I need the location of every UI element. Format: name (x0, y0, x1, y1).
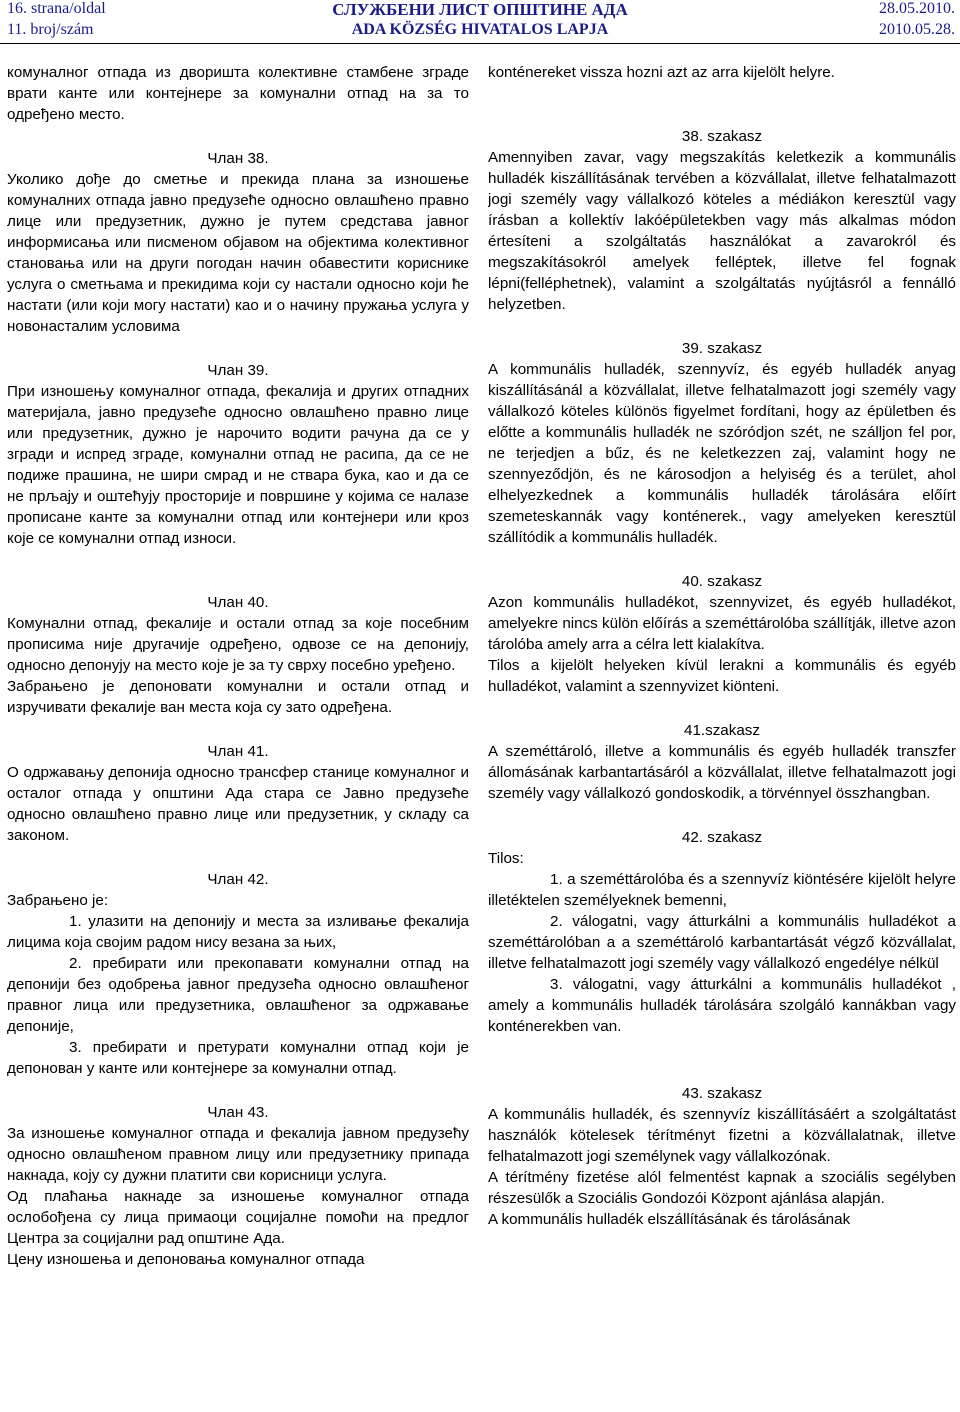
article-43-title: 43. szakasz (681, 1085, 763, 1102)
article-41-title: 41.szakasz (684, 722, 760, 739)
article-43-title: Члан 43. (207, 1104, 269, 1121)
article-40-title: Члан 40. (207, 594, 269, 611)
article-38-title: 38. szakasz (681, 128, 763, 145)
article-43-paragraph-3: A kommunális hulladék elszállításának és tárolásának (488, 1211, 851, 1228)
journal-title-hungarian: ADA KÖZSÉG HIVATALOS LAPJA (351, 21, 609, 38)
continued-paragraph: konténereket vissza hozni azt az arra kijelölt helyre. (488, 64, 835, 81)
article-40-title: 40. szakasz (681, 573, 763, 590)
page-number: 16. strana/oldal (7, 0, 106, 17)
article-42-item-3: 3. válogatni, vagy átturkálni a kommunális hulladékot , amely a kommunális hulladék tárolására szolgáló kannákban vagy konténerekben van. (488, 976, 956, 1035)
article-41-text: A szeméttároló, illetve a kommunális és egyéb hulladék transzfer állomásának karbantartásáról a közvállalat, illetve felhatalmazott jogi személy vagy vállalkozó gondoskodik, a törvénnyel összhangban. (488, 743, 956, 802)
article-39-title: Члан 39. (207, 362, 269, 379)
article-42-item-1: 1. a szeméttárolóba és a szennyvíz kiöntésére kijelölt helyre illetéktelen személyeknek bemenni, (488, 871, 956, 909)
continued-paragraph: комуналног отпада из дворишта колективне стамбене зграде врати канте или контејнере за комунални отпад на за то одређено место. (7, 64, 469, 123)
serbian-column (7, 62, 469, 1408)
article-43-paragraph-1: A kommunális hulladék, és szennyvíz kiszállításáért a szolgáltatást használók kötelesek térítményt fizetni a közvállalatnak, illetve felhatalmazott jogi személynek vagy vállalkozónak. (488, 1106, 956, 1165)
article-39-text: При изношењу комуналног отпада, фекалија и других отпадних материјала, јавно предузеће односно овлашћено правно лице или предузетник, дужно је нарочито водити рачуна да се у згради и испред зграде, комунални отпад не расипа, да се не подиже прашина, не шири смрад и не ствара бука, као и да се не прљају и оштећују просторије и површине у којима се налазе прописане канте за комунални отпад или контејнери или кроз које се комунални отпад износи. (7, 383, 469, 547)
article-43-paragraph-2: Од плаћања накнаде за изношење комуналног отпада ослобођена су лица примаоци социјалне помоћи на предлог Центра за социјални рад општине Ада. (7, 1188, 469, 1247)
article-39-title: 39. szakasz (681, 340, 763, 357)
article-41-text: О одржавању депонија односно трансфер станице комуналног и осталог отпада у општини Ада стара се Јавно предузеће односно овлашћено правно лице или предузетник, у складу са законом. (7, 764, 469, 844)
article-42-item-2: 2. válogatni, vagy átturkálni a kommunális hulladékot a szeméttárolóban a a szeméttároló karbantartását végző közvállalat, illetve felhatalmazott jogi személy vagy vállalkozó engedélye nélkül (488, 913, 956, 972)
article-40-paragraph-2: Забрањено је депоновати комунални и остали отпад и изручивати фекалије ван места која су зато одређена. (7, 678, 469, 716)
issue-number: 11. broj/szám (7, 21, 94, 38)
article-42-intro: Tilos: (488, 850, 524, 867)
article-42-title: 42. szakasz (681, 829, 763, 846)
article-41-title: Члан 41. (207, 743, 269, 760)
article-42-item-3: 3. пребирати и претурати комунални отпад који је депонован у канте или контејнере за комунални отпад. (7, 1039, 469, 1077)
date-hungarian: 2010.05.28. (879, 21, 955, 38)
article-42-title: Члан 42. (207, 871, 269, 888)
article-38-text: Уколико дође до сметње и прекида плана за изношење комуналних отпада јавно предузеће односно овлашћено правно лице или предузетник, дужно је путем средстава јавног информисања или писменом објавом на објектима колективног становања или на други погодан начин обавестити кориснике услуга о сметњама и прекидима који су настали односно који ће настати (или који могу настати) као и о начину пружања услуга у новонасталим условима (7, 171, 469, 335)
article-43-paragraph-2: A térítmény fizetése alól felmentést kapnak a szociális segélyben részesülők a Szociális Gondozói Központ ajánlása alapján. (488, 1169, 956, 1207)
article-38-text: Amennyiben zavar, vagy megszakítás keletkezik a kommunális hulladék kiszállításának tervében a közvállalat, illetve felhatalmazott jogi személy vagy vállalkozó köteles a médiákon keresztül vagy írásban a kollektív lakóépületekben vagy más alkalmas módon értesíteni a szolgáltatás használókat a zavarokról és megszakításokról amelyek felléptek, illetve fel fognak lépni(felléphetnek), valamint a szolgáltatás nyújtásról a fennálló helyzetben. (488, 149, 956, 313)
article-40-paragraph-1: Комунални отпад, фекалије и остали отпад за које посебним прописима није другачије одређено, одвозе се на депонију, односно депонују на место које је за ту сврху посебно уређено. (7, 615, 469, 674)
article-42-item-2: 2. пребирати или прекопавати комунални отпад на депонији без одобрења јавног предузећа односно овлашћеног правног лица или предузетника, овлашћеног за одржавање депоније, (7, 955, 469, 1035)
journal-title-serbian: СЛУЖБЕНИ ЛИСТ ОПШТИНЕ АДА (332, 0, 628, 19)
article-42-item-1: 1. улазити на депонију и места за изливање фекалија лицима која својим радом нису везана за њих, (7, 913, 469, 951)
article-38-title: Члан 38. (207, 150, 269, 167)
date-serbian: 28.05.2010. (879, 0, 955, 17)
article-43-paragraph-1: За изношење комуналног отпада и фекалија јавном предузећу односно овлашћеном правном лицу или предузетнику припада накнада, коју су дужни платити сви корисници услуга. (7, 1125, 469, 1184)
page-header (0, 0, 960, 44)
article-42-intro: Забрањено је: (7, 892, 109, 909)
article-40-paragraph-2: Tilos a kijelölt helyeken kívül lerakni a kommunális és egyéb hulladékot, valamint a szennyvizet kiönteni. (488, 657, 956, 695)
hungarian-column (488, 62, 956, 1408)
article-43-paragraph-3: Цену изношења и депоновања комуналног отпада (7, 1251, 365, 1268)
article-40-paragraph-1: Azon kommunális hulladékot, szennyvizet, és egyéb hulladékot, amelyekre nincs külön előírás a szeméttárolóba szállítják, illetve azon tárolóba amely arra a célra lett kialakítva. (488, 594, 956, 653)
article-39-text: A kommunális hulladék, szennyvíz, és egyéb hulladék anyag kiszállításánál a közvállalat, illetve felhatalmazott jogi személy vagy vállalkozó köteles különös figyelmet fordítani, hogy az épületben és előtte a kommunális hulladék ne szóródjon szét, ne szálljon fel por, ne terjedjen a bűz, és ne keletkezzen zaj, valamint hogy ne szennyeződjön, és ne károsodjon a helyiség és a terület, ahol elhelyezkednek a kommunális hulladék tárolására előírt szemeteskannák vagy konténerek., vagy amelyeken keresztül szállítódik a kommunális hulladék. (488, 361, 956, 546)
